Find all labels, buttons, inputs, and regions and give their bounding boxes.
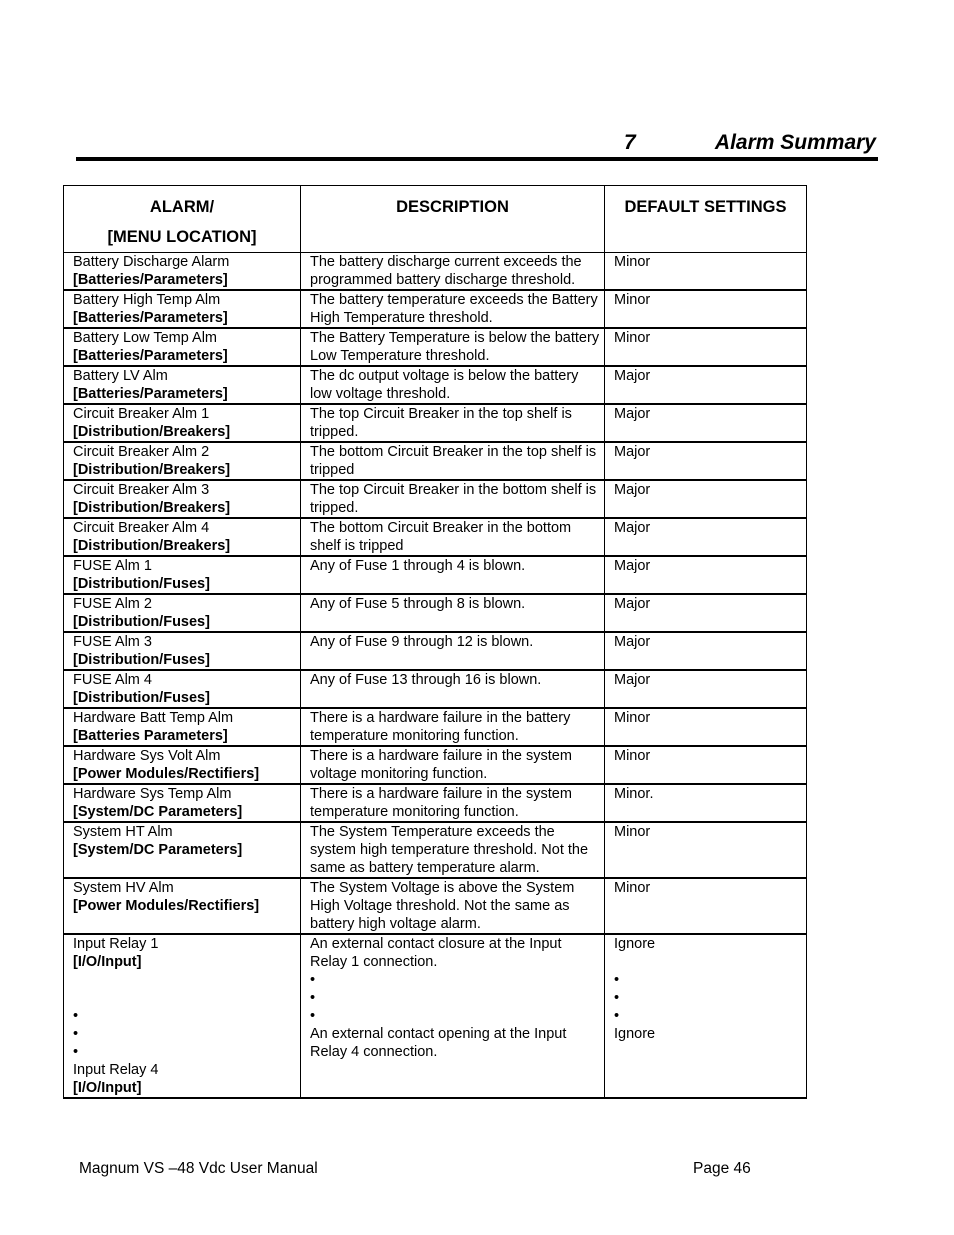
menu-location: [Batteries/Parameters] [73,348,228,364]
menu-location: [System/DC Parameters] [73,804,243,820]
default-cell: Minor [605,253,807,291]
default-cell [605,934,807,1098]
table-row [64,632,807,670]
table-row [64,670,807,708]
alarm-name: FUSE Alm 2 [73,596,152,612]
menu-location: [I/O/Input] [73,954,142,970]
description-cell: The top Circuit Breaker in the top shelf is tripped. [301,404,605,442]
alarm-cell [64,290,301,328]
description-cell: The top Circuit Breaker in the bottom shelf is tripped. [301,480,605,518]
alarm-name: Circuit Breaker Alm 1 [73,406,210,422]
menu-location: [Distribution/Fuses] [73,614,210,630]
alarm-name: Circuit Breaker Alm 3 [73,482,210,498]
alarm-name: Hardware Sys Temp Alm [73,786,232,802]
default-cell: Major [605,594,807,632]
alarm-name: Input Relay 4 [73,1062,159,1078]
description-cell: The battery temperature exceeds the Battery High Temperature threshold. [301,290,605,328]
alarm-cell [64,746,301,784]
default-cell: Major [605,442,807,480]
alarm-cell [64,670,301,708]
alarm-summary-table [63,185,807,1099]
alarm-cell [64,632,301,670]
bullet [614,989,802,1007]
menu-location: [System/DC Parameters] [73,842,243,858]
menu-location: [Distribution/Fuses] [73,690,210,706]
bullet [73,1025,296,1043]
table-row-input-relays [64,934,807,1098]
alarm-cell [64,366,301,404]
alarm-cell [64,594,301,632]
header-default-settings: DEFAULT SETTINGS [605,186,807,253]
alarm-name: Battery Low Temp Alm [73,330,217,346]
header-alarm [64,186,301,253]
bullet [73,1043,296,1061]
default-cell: Major [605,632,807,670]
menu-location: [Batteries Parameters] [73,728,228,744]
description-text: An external contact closure at the Input Relay 1 connection. [310,936,562,970]
default-cell: Major [605,670,807,708]
description-cell: Any of Fuse 13 through 16 is blown. [301,670,605,708]
alarm-cell [64,404,301,442]
description-cell: The bottom Circuit Breaker in the bottom shelf is tripped [301,518,605,556]
alarm-name: Hardware Batt Temp Alm [73,710,234,726]
menu-location: [Distribution/Breakers] [73,462,231,478]
bullet [310,971,600,989]
description-cell: The System Temperature exceeds the system high temperature threshold. Not the same as battery temperature alarm. [301,822,605,878]
table-row [64,822,807,878]
alarm-name: Battery High Temp Alm [73,292,221,308]
header-alarm-line2: [MENU LOCATION] [107,228,257,246]
alarm-cell [64,878,301,934]
default-cell: Major [605,556,807,594]
description-cell [301,934,605,1098]
section-title: Alarm Summary [714,131,876,154]
footer-manual-title: Magnum VS –48 Vdc User Manual [79,1160,318,1177]
default-cell: Minor. [605,784,807,822]
description-cell: The bottom Circuit Breaker in the top shelf is tripped [301,442,605,480]
default-cell: Minor [605,822,807,878]
footer-page-number: Page 46 [693,1160,751,1177]
default-cell: Minor [605,290,807,328]
section-header [76,128,878,158]
description-cell: Any of Fuse 5 through 8 is blown. [301,594,605,632]
table-header-row [64,186,807,253]
table-row [64,708,807,746]
description-cell: The dc output voltage is below the battery low voltage threshold. [301,366,605,404]
alarm-name: System HT Alm [73,824,173,840]
alarm-name: FUSE Alm 1 [73,558,152,574]
default-cell: Major [605,518,807,556]
table-row [64,366,807,404]
menu-location: [Batteries/Parameters] [73,310,228,326]
alarm-cell [64,934,301,1098]
menu-location: [Distribution/Breakers] [73,500,231,516]
description-cell: Any of Fuse 1 through 4 is blown. [301,556,605,594]
default-value: Ignore [614,936,656,952]
table-row [64,784,807,822]
description-cell: The Battery Temperature is below the battery Low Temperature threshold. [301,328,605,366]
table-row [64,290,807,328]
alarm-cell [64,556,301,594]
alarm-name: System HV Alm [73,880,174,896]
default-cell: Major [605,480,807,518]
alarm-cell [64,518,301,556]
bullet [310,989,600,1007]
alarm-cell [64,784,301,822]
bullet [614,971,802,989]
menu-location: [Batteries/Parameters] [73,386,228,402]
table-row [64,253,807,291]
table-row [64,480,807,518]
header-alarm-line1: ALARM/ [149,198,215,216]
alarm-name: Circuit Breaker Alm 2 [73,444,210,460]
default-cell: Minor [605,328,807,366]
alarm-cell [64,442,301,480]
bullet [73,1007,296,1025]
menu-location: [Distribution/Fuses] [73,576,210,592]
menu-location: [Power Modules/Rectifiers] [73,766,260,782]
table-row [64,594,807,632]
default-cell: Major [605,404,807,442]
description-text: An external contact opening at the Input Relay 4 connection. [310,1026,567,1060]
default-cell: Minor [605,746,807,784]
alarm-cell [64,253,301,291]
table-row [64,404,807,442]
alarm-name: FUSE Alm 4 [73,672,152,688]
bullet [310,1007,600,1025]
bullet [614,1007,802,1025]
alarm-name: Circuit Breaker Alm 4 [73,520,210,536]
default-cell: Major [605,366,807,404]
description-cell: There is a hardware failure in the system voltage monitoring function. [301,746,605,784]
section-number: 7 [624,131,636,154]
menu-location: [Distribution/Breakers] [73,538,231,554]
menu-location: [I/O/Input] [73,1080,142,1096]
description-cell: Any of Fuse 9 through 12 is blown. [301,632,605,670]
alarm-cell [64,480,301,518]
alarm-name: Battery LV Alm [73,368,168,384]
alarm-name: Hardware Sys Volt Alm [73,748,221,764]
menu-location: [Distribution/Breakers] [73,424,231,440]
header-description: DESCRIPTION [301,186,605,253]
table-row [64,328,807,366]
default-cell: Minor [605,708,807,746]
alarm-cell [64,822,301,878]
menu-location: [Power Modules/Rectifiers] [73,898,260,914]
menu-location: [Distribution/Fuses] [73,652,210,668]
table-row [64,746,807,784]
table-row [64,878,807,934]
description-cell: The battery discharge current exceeds the programmed battery discharge threshold. [301,253,605,291]
description-cell: There is a hardware failure in the battery temperature monitoring function. [301,708,605,746]
description-cell: There is a hardware failure in the system temperature monitoring function. [301,784,605,822]
alarm-name: Input Relay 1 [73,936,159,952]
alarm-cell [64,708,301,746]
default-value: Ignore [614,1026,656,1042]
table-row [64,442,807,480]
alarm-name: FUSE Alm 3 [73,634,152,650]
header-rule [76,157,878,161]
description-cell: The System Voltage is above the System High Voltage threshold. Not the same as battery high voltage alarm. [301,878,605,934]
alarm-name: Battery Discharge Alarm [73,254,230,270]
table-row [64,556,807,594]
alarm-cell [64,328,301,366]
menu-location: [Batteries/Parameters] [73,272,228,288]
table-row [64,518,807,556]
default-cell: Minor [605,878,807,934]
